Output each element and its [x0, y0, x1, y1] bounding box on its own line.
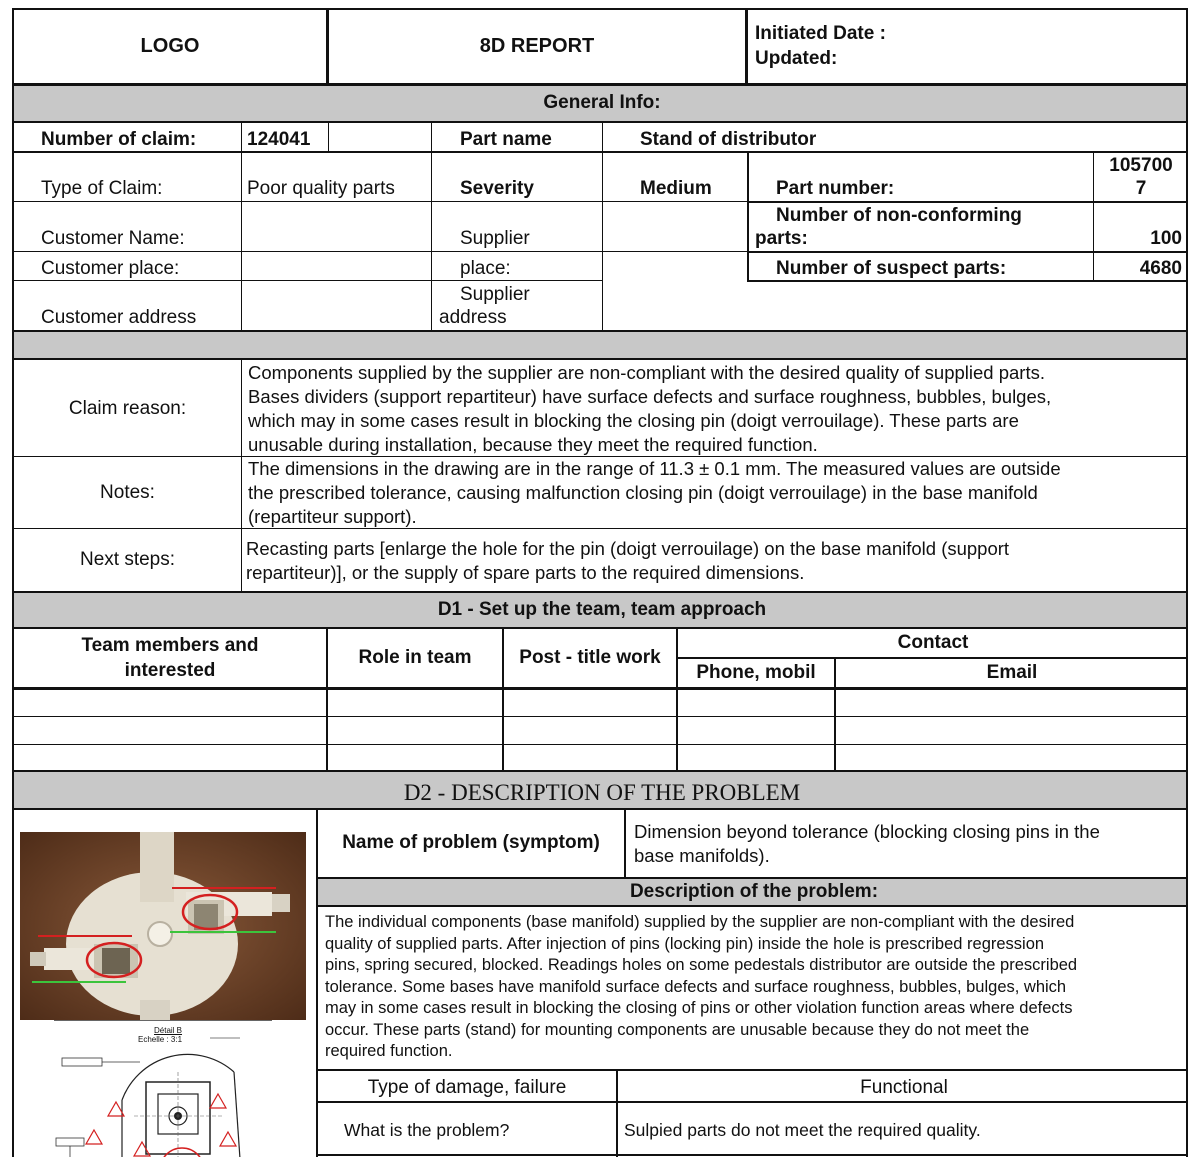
rule: [502, 629, 504, 771]
part-name-label: Part name: [460, 129, 552, 150]
rule: [678, 657, 1188, 659]
drawing-scale-label: Echelle : 3:1: [138, 1035, 183, 1044]
next-steps-text: [246, 537, 1186, 585]
supplier-address-label-line1: Supplier: [460, 284, 530, 305]
col-role-in-team: Role in team: [358, 647, 472, 668]
severity-value: Medium: [640, 178, 712, 199]
type-of-claim-label: Type of Claim:: [41, 178, 163, 199]
rule: [326, 629, 328, 771]
col-team-members-line2: interested: [124, 660, 216, 681]
defect-photo: [20, 832, 306, 1020]
damage-type-value: Functional: [860, 1077, 948, 1098]
team-row: [14, 744, 1188, 745]
rule: [624, 810, 626, 878]
problem-name-label: Name of problem (symptom): [342, 832, 600, 853]
col-phone: Phone, mobil: [696, 662, 816, 683]
number-of-claim-label: Number of claim:: [41, 129, 197, 150]
defect-photo-image: [20, 832, 306, 1020]
what-is-problem-value: Sulpied parts do not meet the required quality.: [624, 1120, 981, 1140]
suspect-parts-label: Number of suspect parts:: [776, 258, 1007, 279]
team-row: [14, 716, 1188, 717]
rule: [14, 201, 748, 202]
rule: [431, 122, 432, 331]
rule: [14, 251, 748, 252]
claim-reason-text: [248, 361, 1188, 457]
notes-line: The dimensions in the drawing are in the range of 11.3 ± 0.1 mm. The measured values are outside: [248, 458, 1061, 479]
rule: [14, 280, 602, 281]
rule: [241, 360, 242, 592]
rule: [834, 659, 836, 771]
logo-placeholder: LOGO: [140, 35, 200, 57]
problem-description-title: Description of the problem:: [629, 881, 879, 902]
problem-description-line: required function.: [325, 1042, 453, 1060]
nonconforming-value: 100: [1150, 228, 1182, 249]
col-contact: Contact: [897, 632, 969, 653]
rule: [748, 280, 1188, 282]
next-steps-line: repartiteur)], or the supply of spare parts to the required dimensions.: [246, 562, 805, 583]
rule: [316, 810, 318, 1157]
rule: [14, 528, 1188, 529]
problem-description-line: The individual components (base manifold) supplied by the supplier are non-compliant with the desired: [325, 913, 1075, 931]
rule: [241, 122, 242, 331]
rule: [602, 122, 603, 331]
nonconforming-label-line2: parts:: [755, 228, 808, 249]
type-of-claim-value: Poor quality parts: [247, 178, 395, 199]
claim-reason-line: Bases dividers (support repartiteur) have surface defects and surface roughness, bubbles, bulges,: [248, 386, 1052, 407]
rule: [748, 201, 1188, 203]
nonconforming-label-line1: Number of non-conforming: [776, 205, 1022, 226]
initiated-date-label: Initiated Date :: [755, 23, 886, 44]
claim-reason-line: unusable during installation, because they meet the required function.: [248, 434, 818, 455]
col-post-title: Post - title work: [519, 647, 661, 668]
number-of-claim-value: 124041: [247, 129, 311, 150]
claim-reason-label: Claim reason:: [68, 398, 187, 419]
header-divider-2: [745, 10, 748, 85]
report-sheet: [12, 8, 1188, 1157]
rule: [1093, 153, 1094, 282]
rule: [14, 151, 1188, 153]
d1-title: D1 - Set up the team, team approach: [437, 599, 767, 620]
part-number-label: Part number:: [776, 178, 895, 199]
rule: [14, 808, 1188, 810]
rule: [318, 905, 1188, 907]
header-divider-1: [326, 10, 329, 85]
updated-label: Updated:: [755, 48, 838, 69]
col-email: Email: [986, 662, 1038, 683]
rule: [328, 122, 329, 152]
report-title: 8D REPORT: [479, 35, 595, 57]
rule: [14, 121, 1188, 123]
supplier-address-label-line2: address: [439, 307, 507, 328]
what-is-problem-label: What is the problem?: [344, 1120, 510, 1140]
rule: [318, 1101, 1188, 1103]
damage-type-label: Type of damage, failure: [367, 1077, 567, 1098]
claim-reason-line: Components supplied by the supplier are non-compliant with the desired quality of supplied parts.: [248, 362, 1045, 383]
technical-drawing: [50, 1020, 280, 1157]
rule: [318, 1069, 1188, 1071]
customer-address-label: Customer address: [41, 307, 197, 328]
next-steps-label: Next steps:: [79, 549, 176, 570]
problem-description-line: occur. These parts (stand) for mounting components are unusable because they do not meet the: [325, 1020, 1030, 1039]
problem-description-text: [325, 912, 1187, 1063]
problem-description-line: pins, spring secured, blocked. Readings holes on some pedestals distributor are outside the prescribed: [325, 956, 1078, 974]
severity-label: Severity: [460, 178, 534, 199]
part-name-value: Stand of distributor: [640, 129, 817, 150]
drawing-detail-label: Détail B: [154, 1026, 183, 1035]
customer-place-label: Customer place:: [41, 258, 180, 279]
problem-name-line: Dimension beyond tolerance (blocking closing pins in the: [634, 821, 1100, 842]
claim-reason-line: which may in some cases result in blocking the closing pin (doigt verrouilage). These parts are: [248, 410, 1019, 431]
rule: [676, 629, 678, 771]
notes-text: [248, 457, 1188, 529]
rule: [318, 1154, 1188, 1156]
customer-name-label: Customer Name:: [41, 228, 185, 249]
general-info-title: General Info:: [543, 92, 661, 113]
blank-gray-band: [14, 332, 1188, 358]
notes-label: Notes:: [100, 482, 155, 503]
supplier-label: Supplier: [460, 228, 530, 249]
problem-description-line: may in some cases result in blocking the closing of pins or other violation function areas where defects: [325, 999, 1073, 1017]
rule: [14, 627, 1188, 629]
notes-line: the prescribed tolerance, causing malfunction closing pin (doigt verrouilage) in the base manifold: [248, 482, 1038, 503]
rule: [748, 251, 1188, 253]
supplier-place-label: place:: [460, 258, 511, 279]
problem-name-line: base manifolds).: [634, 845, 770, 866]
problem-description-line: quality of supplied parts. After injection of pins (locking pin) inside the hole is prescribed regression: [325, 934, 1045, 953]
part-number-value-line2: 7: [1135, 178, 1147, 199]
col-team-members-line1: Team members and: [81, 635, 259, 656]
d2-title: D2 - DESCRIPTION OF THE PROBLEM: [403, 780, 801, 805]
next-steps-line: Recasting parts [enlarge the hole for the pin (doigt verrouilage) on the base manifold (support: [246, 538, 1010, 559]
rule: [747, 153, 749, 282]
notes-line: (repartiteur support).: [248, 506, 417, 527]
problem-description-line: tolerance. Some bases have manifold surface defects and surface roughness, bubbles, bulges, which: [325, 977, 1067, 996]
problem-name-value: [634, 820, 1184, 868]
rule: [14, 358, 1188, 360]
part-number-value-line1: 105700: [1109, 155, 1173, 176]
rule: [14, 687, 1188, 690]
suspect-parts-value: 4680: [1139, 258, 1182, 279]
